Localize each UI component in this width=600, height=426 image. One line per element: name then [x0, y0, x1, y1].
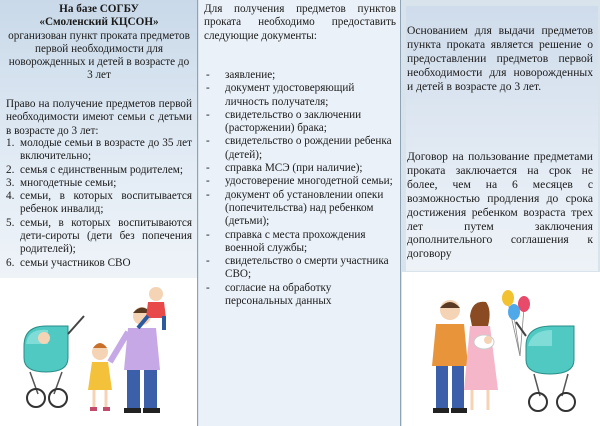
list-item: - свидетельство о смерти участника СВО;: [206, 255, 389, 281]
list-item: [6, 177, 192, 190]
list-item: - документ об установлении опеки (попечительства) над ребенком (детьми);: [206, 188, 384, 228]
item-text: семьи, в которых воспитываются дети-сироты (дети без попечения родителей);: [20, 216, 192, 256]
item-text: многодетные семьи;: [20, 176, 117, 189]
item-text: документ об установлении опеки (попечительства) над ребенком (детьми);: [225, 188, 384, 228]
list-item: [6, 190, 192, 217]
stroller-icon: [516, 322, 575, 411]
list-item: - согласие на обработку персональных данных: [206, 281, 332, 308]
eligibility-list: [6, 137, 192, 270]
item-text: справка МСЭ (при наличие);: [225, 162, 363, 175]
stroller-icon: [24, 316, 84, 407]
intro-title-line2: «Смоленский КЦСОН»: [39, 16, 159, 29]
item-number: 2.: [6, 163, 15, 176]
item-text: свидетельство о смерти участника СВО;: [225, 255, 389, 281]
father-figure: [432, 300, 468, 413]
item-number: 5.: [6, 216, 15, 229]
intro-title-line1: На базе СОГБУ: [59, 3, 139, 15]
list-item: [6, 137, 192, 164]
item-text: согласие на обработку персональных данных: [225, 281, 332, 308]
item-number: 1.: [6, 137, 15, 149]
item-text: свидетельство о рождении ребенка (детей);: [225, 135, 392, 161]
item-text: семьи участников СВО: [20, 256, 131, 269]
girl-figure: [88, 343, 112, 411]
item-text: свидетельство о заключении (расторжении) брака;: [225, 108, 362, 135]
list-item: - справка с места прохождения военной службы;: [206, 228, 366, 254]
item-text: заявление;: [225, 69, 276, 81]
list-item: - документ удостоверяющий личность получателя;: [206, 82, 355, 108]
item-number: 6.: [6, 256, 15, 269]
list-item: [6, 217, 192, 257]
intro-text: организован пункт проката предметов первой необходимости для новорожденных и детей в возрасте до 3 лет: [8, 29, 190, 82]
eligibility-heading: Право на получение предметов первой необходимости имеют семьи с детьми в возрасте до 3 лет:: [6, 98, 192, 137]
family-stroller-illustration: [14, 286, 186, 420]
item-text: удостоверение многодетной семьи;: [225, 175, 393, 188]
father-figure: [110, 307, 160, 413]
documents-intro: Для получения предметов пунктов проката необходимо предоставить следующие документы:: [204, 3, 396, 42]
intro-block: [6, 3, 192, 83]
item-text: молодые семьи в возрасте до 35 лет включительно;: [20, 137, 192, 163]
list-item: [6, 257, 192, 270]
list-item: [6, 164, 192, 177]
left-column: [0, 0, 198, 426]
item-number: 3.: [6, 176, 15, 189]
item-text: семьи, в которых воспитывается ребенок инвалид;: [20, 190, 192, 216]
list-item: - справка МСЭ (при наличие);: [206, 162, 363, 175]
list-item: - свидетельство о заключении (расторжении) брака;: [206, 108, 362, 135]
mother-figure: [464, 302, 498, 410]
right-column: [402, 0, 600, 426]
documents-list: [204, 69, 396, 308]
item-text: документ удостоверяющий личность получателя;: [225, 82, 355, 108]
list-item: - свидетельство о рождении ребенка (детей);: [206, 135, 392, 161]
item-number: 4.: [6, 190, 15, 203]
middle-column: [199, 0, 401, 426]
list-item: - удостоверение многодетной семьи;: [206, 175, 393, 188]
contract-paragraph: Договор на пользование предметами проката заключается на срок не более, чем на 6 месяцев с возможностью продления до срока достижения ребенком возраста трех лет путем заключения дополнительного соглашения к договору: [407, 150, 593, 261]
list-item: - заявление;: [206, 69, 276, 81]
basis-paragraph: Основанием для выдачи предметов пункта проката является решение о предоставлении предметов первой необходимости для новорожденных и детей в возрасте до 3 лет.: [407, 24, 593, 93]
item-text: справка с места прохождения военной службы;: [225, 228, 366, 254]
parents-baby-illustration: [428, 290, 584, 420]
item-text: семья с единственным родителем;: [20, 163, 183, 176]
